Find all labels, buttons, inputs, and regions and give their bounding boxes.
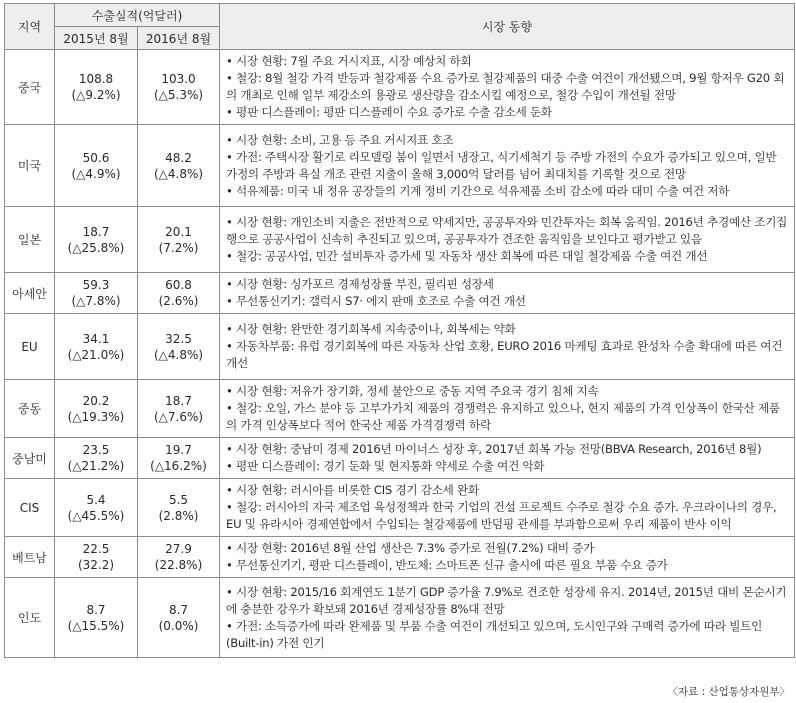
region-cell: 베트남 [5, 537, 55, 578]
trend-bullet: • 무선통신기기, 평판 디스플레이, 반도체: 스마트폰 신규 출시에 따른 필요 부품 수요 증가 [226, 558, 668, 572]
market-trend-cell [220, 50, 795, 125]
export-value: 5.5 [168, 492, 189, 507]
growth-rate: (△4.9%) [71, 166, 121, 181]
export-2015-cell [55, 273, 138, 314]
table-row [5, 479, 795, 537]
region-cell: 인도 [5, 578, 55, 658]
market-trend-cell [220, 207, 795, 273]
export-value: 34.1 [82, 331, 110, 346]
trend-bullet: • 철강: 오일, 가스 분야 등 고부가가치 제품의 경쟁력은 유지하고 있으나, 현지 제품의 가격 인상폭이 한국산 제품의 가격 인상폭보다 적어 한국산 제품 가격경쟁력 하락 [226, 401, 780, 432]
growth-rate: (△19.3%) [67, 409, 125, 424]
trend-bullet: • 철강: 공공사업, 민간 설비투자 증가세 및 자동차 생산 회복에 따른 대일 철강제품 수출 여건 개선 [226, 249, 708, 263]
growth-rate: (△7.6%) [153, 409, 204, 424]
export-value: 5.4 [86, 492, 106, 507]
trend-bullet: • 무선통신기기: 갤럭시 S7· 에지 판매 호조로 수출 여건 개선 [226, 294, 526, 308]
export-value: 19.7 [165, 443, 192, 457]
export-2015-cell [55, 125, 138, 207]
growth-rate: (△45.5%) [67, 508, 125, 523]
export-2015-cell [55, 578, 138, 658]
region-cell: 중동 [5, 380, 55, 438]
export-value: 108.8 [78, 72, 114, 86]
trend-bullet: • 철강: 8월 철강 가격 반등과 철강제품 수요 증가로 철강제품의 대중 수출 여건이 개선됐으며, 9월 항저우 G20 회의 개최로 인해 일부 제강소의 용광로 생산량을 감소시킬 예정으로, 철강 수입이 개선될 전망 [226, 71, 785, 102]
trend-bullet: • 시장 현황: 2016년 8월 산업 생산은 7.3% 증가로 전월(7.2%) 대비 증가 [226, 541, 595, 555]
export-value: 50.6 [82, 150, 110, 165]
export-value: 18.7 [82, 224, 110, 239]
trend-bullet: • 시장 현황: 2015/16 회계연도 1분기 GDP 증가율 7.9%로 견조한 성장세 유지. 2014년, 2015년 대비 몬순시기에 충분한 강우가 확보돼 2016년 경제성장률 8%대 전망 [226, 584, 787, 616]
export-value: 8.7 [168, 602, 189, 617]
header-2015-aug: 2015년 8월 [55, 27, 138, 50]
export-2015-cell [55, 479, 138, 537]
table-row [5, 438, 795, 479]
export-2015-cell [55, 537, 138, 578]
growth-rate: (△15.5%) [67, 618, 125, 633]
export-value: 20.1 [165, 224, 192, 239]
region-cell: 미국 [5, 125, 55, 207]
market-trend-cell [220, 438, 795, 479]
export-value: 8.7 [86, 602, 106, 617]
growth-rate: (2.8%) [158, 508, 199, 523]
trend-bullet: • 시장 현황: 7월 주요 거시지표, 시장 예상치 하회 [226, 54, 472, 68]
header-market-trend: 시장 동향 [220, 4, 795, 50]
export-2016-cell [138, 578, 220, 658]
growth-rate: (△4.8%) [153, 347, 204, 362]
market-trend-cell [220, 578, 795, 658]
table-row [5, 273, 795, 314]
growth-rate: (2.6%) [158, 294, 199, 308]
growth-rate: (32.2) [77, 558, 115, 572]
growth-rate: (△7.8%) [71, 294, 121, 308]
market-trend-cell [220, 273, 795, 314]
export-value: 27.9 [165, 542, 192, 556]
export-2016-cell [138, 314, 220, 380]
export-2016-cell [138, 380, 220, 438]
export-2016-cell [138, 50, 220, 125]
table-header [5, 4, 795, 50]
export-2016-cell [138, 207, 220, 273]
export-value: 32.5 [165, 331, 192, 346]
trend-bullet: • 시장 현황: 중남미 경제 2016년 마이너스 성장 후, 2017년 회복 가능 전망(BBVA Research, 2016년 8월) [226, 442, 762, 456]
header-region: 지역 [5, 4, 55, 50]
table-row [5, 125, 795, 207]
source-note: 〈자료 : 산업통상자원부〉 [667, 686, 790, 698]
trend-bullet: • 자동차부품: 유럽 경기회복에 따른 자동차 산업 호황, EURO 2016 마케팅 효과로 완성차 수출 확대에 따른 여건 개선 [226, 339, 783, 370]
trend-bullet: • 평판 디스플레이: 경기 둔화 및 현지통화 약세로 수출 여건 악화 [226, 459, 545, 473]
export-value: 20.2 [82, 393, 110, 408]
growth-rate: (△25.8%) [67, 240, 125, 255]
trend-bullet: • 시장 현황: 싱가포르 경제성장률 부진, 필리핀 성장세 [226, 277, 494, 291]
export-2016-cell [138, 438, 220, 479]
trend-bullet: • 시장 현황: 완만한 경기회복세 지속중이나, 회복세는 약화 [226, 322, 516, 336]
growth-rate: (0.0%) [158, 618, 199, 633]
table-body [5, 50, 795, 658]
trend-bullet: • 평판 디스플레이: 평판 디스플레이 수요 증가로 수출 감소세 둔화 [226, 105, 552, 119]
trend-bullet: • 석유제품: 미국 내 정유 공장들의 기계 정비 기간으로 석유제품 소비 감소에 따라 대미 수출 여건 저하 [226, 183, 730, 198]
export-2015-cell [55, 314, 138, 380]
export-value: 18.7 [165, 393, 192, 408]
table-row [5, 578, 795, 658]
region-cell: 중남미 [5, 438, 55, 479]
trend-bullet: • 시장 현황: 저유가 장기화, 정세 불안으로 중동 지역 주요국 경기 침체 지속 [226, 384, 599, 398]
export-2015-cell [55, 207, 138, 273]
header-2016-aug: 2016년 8월 [138, 27, 220, 50]
growth-rate: (△21.2%) [67, 459, 125, 473]
table-row [5, 537, 795, 578]
growth-rate: (△5.3%) [153, 88, 204, 102]
growth-rate: (△9.2%) [71, 88, 121, 102]
trend-bullet: • 철강: 러시아의 자국 제조업 육성정책과 한국 기업의 건설 프로젝트 수주로 철강 수요 증가. 우크라이나의 경우, EU 및 유라시아 경제연합에서 수입되는 철강제품에 반덤핑 관세를 부과함으로써 우리 제품이 반사 이익 [226, 500, 777, 531]
export-value: 60.8 [165, 278, 192, 292]
export-value: 22.5 [82, 542, 110, 556]
market-trend-cell [220, 537, 795, 578]
export-value: 23.5 [82, 443, 110, 457]
export-2016-cell [138, 479, 220, 537]
export-2015-cell [55, 50, 138, 125]
table-row [5, 50, 795, 125]
table-row [5, 207, 795, 273]
trend-bullet: • 가전: 주택시장 활기로 리모델링 붐이 일면서 냉장고, 식기세척기 등 주방 가전의 수요가 증가되고 있으며, 일반 가정의 주방과 욕실 개조 관련 지출이 올해 3,000억 달러를 넘어 최대치를 기록할 것으로 전망 [226, 149, 777, 181]
growth-rate: (7.2%) [158, 240, 199, 255]
region-cell: CIS [5, 479, 55, 537]
export-value: 48.2 [165, 150, 192, 165]
market-trend-cell [220, 125, 795, 207]
export-2016-cell [138, 537, 220, 578]
header-export-performance: 수출실적(억달러) [55, 4, 220, 27]
growth-rate: (22.8%) [154, 558, 203, 572]
table-row [5, 314, 795, 380]
export-2016-cell [138, 125, 220, 207]
export-market-table [4, 3, 795, 658]
region-cell: EU [5, 314, 55, 380]
growth-rate: (△21.0%) [67, 347, 125, 362]
region-cell: 일본 [5, 207, 55, 273]
market-trend-cell [220, 380, 795, 438]
growth-rate: (△4.8%) [153, 166, 204, 181]
export-value: 103.0 [161, 72, 196, 86]
region-cell: 중국 [5, 50, 55, 125]
table-row [5, 380, 795, 438]
market-trend-cell [220, 479, 795, 537]
export-2015-cell [55, 380, 138, 438]
export-2016-cell [138, 273, 220, 314]
region-cell: 아세안 [5, 273, 55, 314]
market-trend-cell [220, 314, 795, 380]
trend-bullet: • 시장 현황: 러시아를 비롯한 CIS 경기 감소세 완화 [226, 483, 479, 497]
growth-rate: (△16.2%) [150, 459, 207, 473]
trend-bullet: • 가전: 소득증가에 따라 완제품 및 부품 수출 여건이 개선되고 있으며, 도시인구와 구매력 증가에 따라 빌트인(Built-in) 가전 인기 [226, 618, 763, 650]
trend-bullet: • 시장 현황: 소비, 고용 등 주요 거시지표 호조 [226, 132, 454, 147]
trend-bullet: • 시장 현황: 개인소비 지출은 전반적으로 약세지만, 공공투자와 민간투자는 회복 움직임. 2016년 추경예산 조기집행으로 공공사업이 신속히 추진되고 있으며, 공공투자가 견조한 움직임을 보인다고 평가받고 있음 [226, 215, 788, 246]
export-value: 59.3 [82, 278, 110, 292]
export-2015-cell [55, 438, 138, 479]
